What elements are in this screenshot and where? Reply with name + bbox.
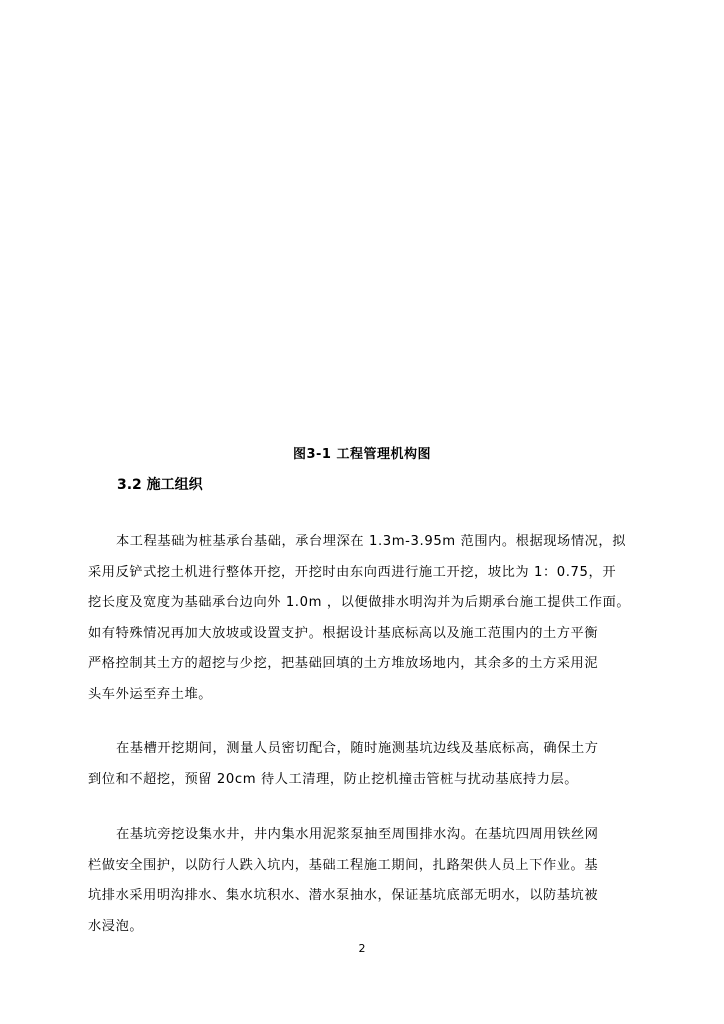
paragraph-survey xyxy=(88,734,640,795)
paragraph-line: 水浸泡。 xyxy=(88,918,144,934)
paragraph-line: 头车外运至弃土堆。 xyxy=(88,686,213,702)
paragraph-line: 在基坑旁挖设集水井，井内集水用泥浆泵抽至周围排水沟。在基坑四周用铁丝网 xyxy=(116,827,599,842)
paragraph-line: 栏做安全围护，以防行人跌入坑内，基础工程施工期间，扎路架供人员上下作业。基 xyxy=(88,857,599,873)
paragraph-drainage xyxy=(88,820,640,942)
figure-placeholder xyxy=(88,60,636,440)
paragraph-line: 如有特殊情况再加大放坡或设置支护。根据设计基底标高以及施工范围内的土方平衡 xyxy=(88,625,599,641)
page-number: 2 xyxy=(358,942,366,955)
paragraph-line: 坑排水采用明沟排水、集水坑积水、潜水泵抽水，保证基坑底部无明水，以防基坑被 xyxy=(88,888,599,904)
paragraph-line: 严格控制其土方的超挖与少挖，把基础回填的土方堆放场地内，其余多的土方采用泥 xyxy=(88,656,599,672)
paragraph-line: 本工程基础为桩基承台基础，承台埋深在 1.3m-3.95m 范围内。根据现场情况，拟 xyxy=(116,534,626,549)
paragraph-excavation xyxy=(88,527,640,711)
paragraph-line: 挖长度及宽度为基础承台边向外 1.0m ，以便做排水明沟并为后期承台施工提供工作面。 xyxy=(88,595,631,611)
paragraph-line: 到位和不超挖，预留 20cm 待人工清理，防止挖机撞击管桩与扰动基底持力层。 xyxy=(88,771,579,787)
figure-caption: 图3-1 工程管理机构图 xyxy=(292,447,431,462)
paragraph-line: 采用反铲式挖土机进行整体开挖，开挖时由东向西进行施工开挖，坡比为 1：0.75，开 xyxy=(88,564,617,580)
paragraph-line: 在基槽开挖期间，测量人员密切配合，随时施测基坑边线及基底标高，确保土方 xyxy=(116,741,599,756)
section-heading: 3.2 施工组织 xyxy=(117,477,203,493)
